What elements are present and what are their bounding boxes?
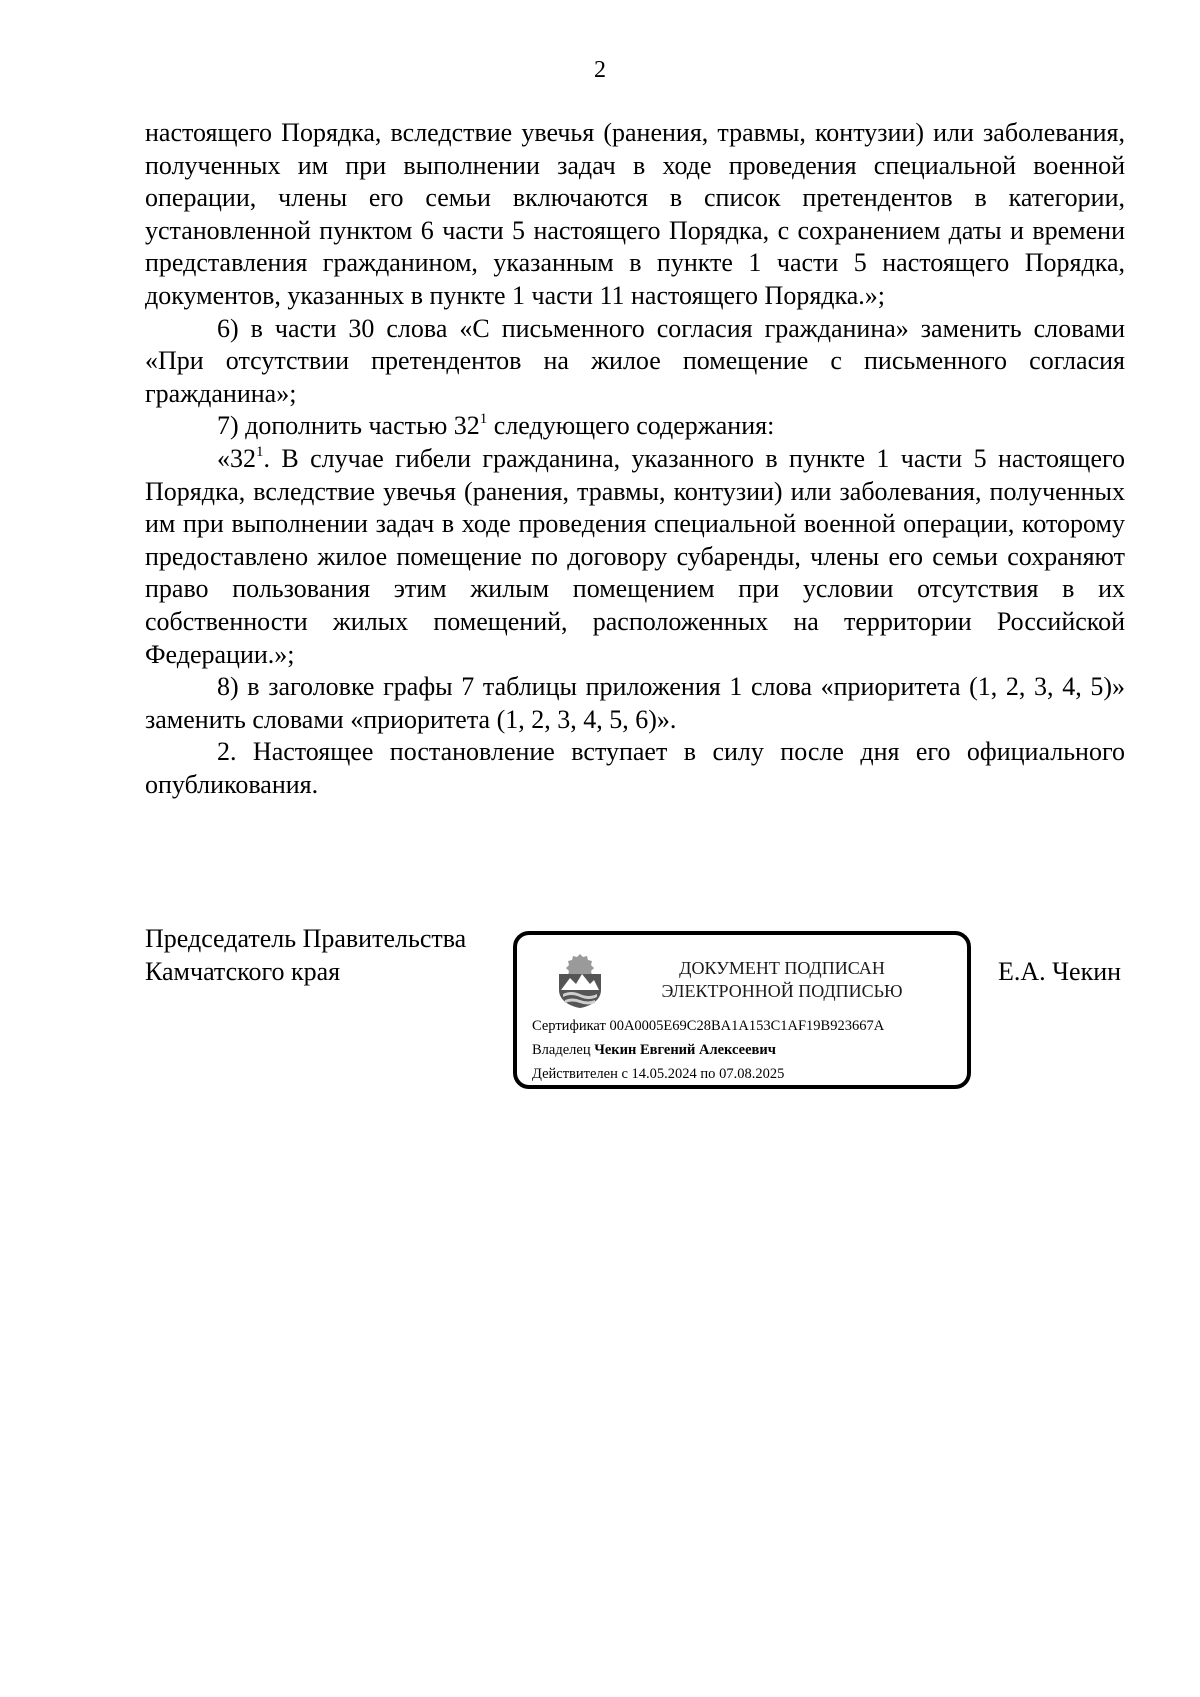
paragraph-point-2: 2. Настоящее постановление вступает в силу после дня его официального опубликования. — [145, 737, 1125, 799]
stamp-owner — [532, 1040, 776, 1060]
paragraph-item-8: 8) в заголовке графы 7 таблицы приложения 1 слова «приоритета (1, 2, 3, 4, 5)» заменить словами «приоритета (1, 2, 3, 4, 5, 6)». — [145, 672, 1125, 734]
paragraph-part-32-1-start: «32 — [217, 443, 256, 473]
stamp-owner-name: Чекин Евгений Алексеевич — [594, 1042, 776, 1058]
electronic-signature-stamp — [513, 931, 971, 1089]
paragraph-item-7-text-end: следующего содержания: — [487, 411, 775, 441]
stamp-title — [627, 957, 937, 1003]
document-body — [145, 117, 1125, 801]
stamp-owner-label: Владелец — [532, 1042, 591, 1058]
paragraph-item-6: 6) в части 30 слова «С письменного согласия гражданина» заменить словами «При отсутствии претендентов на жилое помещение с письменного согласия гражданина»; — [145, 313, 1125, 408]
paragraph-part-32-1-text: . В случае гибели гражданина, указанного в пункте 1 части 5 настоящего Порядка, вследствие увечья (ранения, травмы, контузии) или заболевания, полученных им при выполнении задач в ходе проведения специальной военной операции, которому предоставлено жилое помещение по договору субаренды, члены его семьи сохраняют право пользования этим жилым помещением при условии отсутствия в их собственности жилых помещений, расположенных на территории Российской Федерации.»; — [145, 443, 1125, 669]
stamp-title-line-2: ЭЛЕКТРОННОЙ ПОДПИСЬЮ — [661, 981, 903, 1001]
stamp-validity — [532, 1064, 784, 1084]
stamp-title-line-1: ДОКУМЕНТ ПОДПИСАН — [679, 958, 885, 978]
paragraph-part-32-1 — [145, 443, 1125, 671]
stamp-valid-to: 07.08.2025 — [719, 1066, 785, 1082]
stamp-valid-from-label: с — [621, 1066, 628, 1082]
stamp-valid-to-label: по — [700, 1066, 716, 1082]
paragraph-item-7-text: 7) дополнить частью 32 — [217, 411, 480, 441]
kamchatka-coat-of-arms-icon — [553, 950, 607, 1010]
stamp-valid-from: 14.05.2024 — [631, 1066, 697, 1082]
signer-name: Е.А. Чекин — [998, 957, 1122, 986]
signer-position-line-2: Камчатского края — [145, 957, 341, 986]
stamp-certificate-label: Сертификат — [532, 1018, 606, 1034]
page-number: 2 — [594, 57, 606, 83]
signer-position-line-1: Председатель Правительства — [145, 924, 467, 953]
superscript: 1 — [256, 443, 264, 460]
stamp-certificate — [532, 1016, 884, 1036]
signer-position — [145, 922, 466, 988]
paragraph-item-7 — [145, 410, 1125, 443]
stamp-certificate-number: 00A0005E69C28BA1A153C1AF19B923667A — [609, 1018, 885, 1034]
superscript: 1 — [479, 411, 488, 428]
stamp-valid-label: Действителен — [532, 1066, 618, 1082]
paragraph-continuation: настоящего Порядка, вследствие увечья (ранения, травмы, контузии) или заболевания, полученных им при выполнении задач в ходе проведения специальной военной операции, члены его семьи включаются в список претендентов в категории, установленной пунктом 6 части 5 настоящего Порядка, с сохранением даты и времени представления гражданином, указанным в пункте 1 части 5 настоящего Порядка, документов, указанных в пункте 1 части 11 настоящего Порядка.»; — [145, 118, 1125, 310]
